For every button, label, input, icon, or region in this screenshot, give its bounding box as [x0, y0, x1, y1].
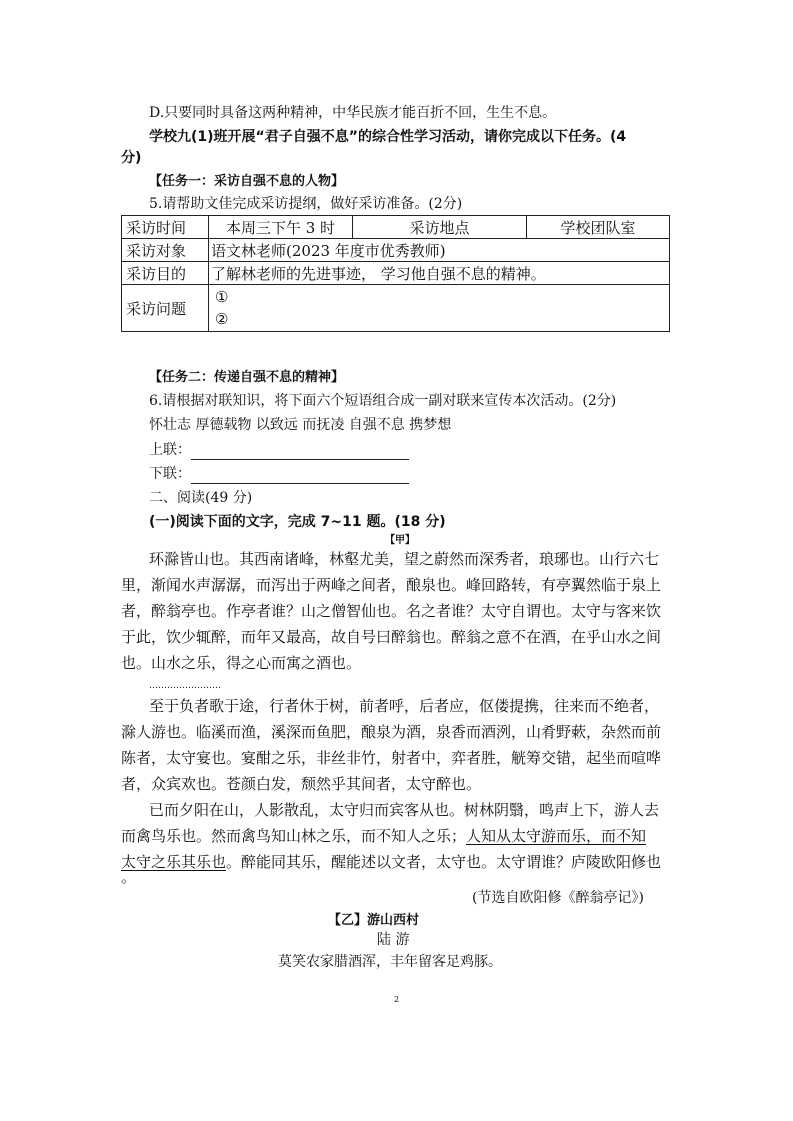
passage-p3-line1: 已而夕阳在山，人影散乱，太守归而宾客从也。树林阴翳，鸣声上下，游人去 [149, 801, 660, 819]
table-row [122, 239, 670, 262]
passage-p2-line2: 滁人游也。临溪而渔，溪深而鱼肥，酿泉为酒，泉香而酒洌，山肴野蔌，杂然而前 [121, 723, 662, 741]
place-value: 学校团队室 [527, 216, 670, 239]
place-label: 采访地点 [353, 216, 527, 239]
task1-title: 【任务一：采访自强不息的人物】 [149, 174, 345, 189]
passage-p1-line2: 里，渐闻水声潺潺，而泻出于两峰之间者，酿泉也。峰回路转，有亭翼然临于泉上 [121, 576, 662, 594]
passage-p3-text: 。醉能同其乐，醒能述以文者，太守也。太守谓谁？庐陵欧阳修也 [226, 853, 662, 871]
page-number: 2 [394, 995, 400, 1004]
purpose-label: 采访目的 [122, 262, 209, 285]
passage-p2-line4: 者，众宾欢也。苍颜白发，颓然乎其间者，太守醉也。 [121, 775, 482, 793]
lower-label: 下联： [149, 466, 191, 482]
question-1-marker: ① [215, 288, 229, 306]
question-2-marker: ② [215, 310, 229, 328]
lower-blank[interactable] [191, 469, 409, 484]
target-value: 语文林老师(2023 年度市优秀教师) [209, 239, 670, 262]
activity-intro-cont: 分) [121, 150, 142, 166]
poem-title: 【乙】游山西村 [328, 913, 420, 928]
underlined-sentence: 人知从太守游而乐，而不知 [466, 827, 647, 845]
task2-title: 【任务二：传递自强不息的精神】 [149, 370, 345, 385]
time-label: 采访时间 [122, 216, 209, 239]
question-answers[interactable] [209, 285, 670, 332]
purpose-value: 了解林老师的先进事迹， 学习他自强不息的精神。 [209, 262, 670, 285]
reading-section: 二、阅读(49 分) [149, 490, 253, 506]
lower-couplet[interactable] [149, 464, 409, 484]
target-label: 采访对象 [122, 239, 209, 262]
passage-p1-line4: 于此，饮少辄醉，而年又最高，故自号曰醉翁也。醉翁之意不在酒，在乎山水之间 [121, 628, 662, 646]
poem-author: 陆 游 [377, 932, 410, 948]
activity-intro: 学校九(1)班开展“君子自强不息”的综合性学习活动，请你完成以下任务。(4 [149, 129, 627, 145]
passage-ellipsis: …………………… [149, 681, 221, 691]
upper-label: 上联： [149, 442, 191, 458]
passage-p3-text: 而禽鸟乐也。然而禽鸟知山林之乐，而不知人之乐； [121, 827, 467, 845]
passage-p1-line5: 也。山水之乐，得之心而寓之酒也。 [121, 654, 362, 672]
interview-table [121, 215, 670, 332]
table-row [122, 285, 670, 332]
passage-p2-line1: 至于负者歌于途，行者休于树，前者呼，后者应，伛偻提携，往来而不绝者， [149, 697, 660, 715]
passage-p3-line4: 。 [121, 868, 137, 886]
question-5: 5.请帮助文佳完成采访提纲，做好采访准备。(2分) [149, 196, 463, 212]
time-value: 本周三下午 3 时 [209, 216, 353, 239]
underlined-sentence-cont: 太守之乐其乐也 [121, 853, 227, 871]
table-row [122, 216, 670, 239]
table-row [122, 262, 670, 285]
passage-p3-line2 [121, 825, 646, 847]
option-d: D.只要同时具备这两种精神，中华民族才能百折不回，生生不息。 [149, 105, 557, 121]
phrase-list: 怀壮志 厚德载物 以致远 而抚凌 自强不息 携梦想 [149, 417, 452, 433]
passage-source: (节选自欧阳修《醉翁亭记》) [472, 890, 644, 906]
poem-line1: 莫笑农家腊酒浑，丰年留客足鸡豚。 [278, 954, 502, 970]
question-label: 采访问题 [122, 285, 209, 332]
passage-p1-line1: 环滁皆山也。其西南诸峰，林壑尤美，望之蔚然而深秀者，琅琊也。山行六七 [149, 550, 660, 568]
reading-part1: (一)阅读下面的文字，完成 7~11 题。(18 分) [149, 514, 446, 530]
upper-couplet[interactable] [149, 440, 409, 460]
passage-p1-line3: 者，醉翁亭也。作亭者谁？山之僧智仙也。名之者谁？太守自谓也。太守与客来饮 [121, 602, 662, 620]
question-6: 6.请根据对联知识，将下面六个短语组合成一副对联来宣传本次活动。(2分) [149, 393, 617, 409]
passage-p3-line3 [121, 851, 661, 873]
passage-p2-line3: 陈者，太守宴也。宴酣之乐，非丝非竹，射者中，弈者胜，觥筹交错，起坐而喧哗 [121, 749, 662, 767]
upper-blank[interactable] [191, 445, 409, 460]
passage-jia-label: 【甲】 [385, 535, 415, 546]
